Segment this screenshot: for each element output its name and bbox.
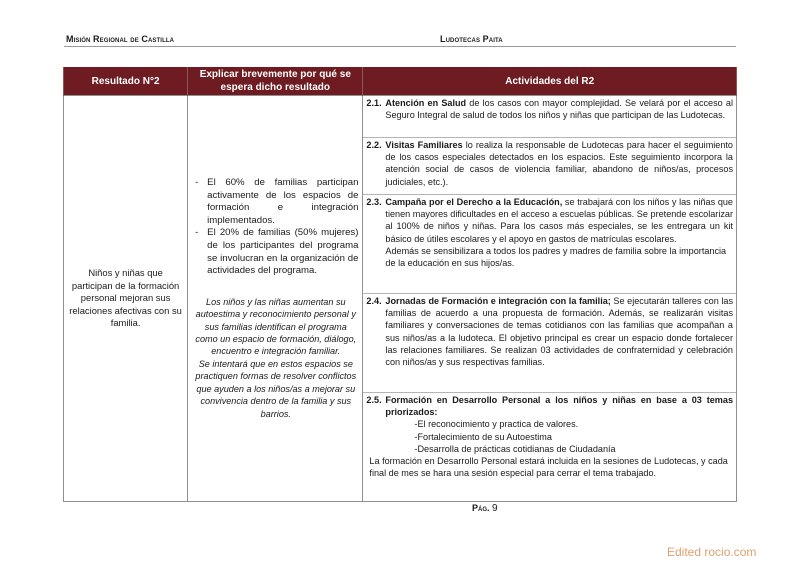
activity-title: Visitas Familiares bbox=[385, 140, 463, 150]
column-header-result: Resultado N°2 bbox=[64, 67, 188, 96]
indicator-item: - El 60% de familias participan activamente de los espacios de formación e integración implementados. bbox=[193, 177, 358, 227]
activity-number: 2.5. bbox=[366, 395, 382, 405]
activity-number: 2.4. bbox=[366, 296, 382, 306]
activity-number: 2.3. bbox=[366, 197, 382, 207]
activity-text: de los casos con mayor complejidad. Se velará por el acceso al Seguro Integral de salud de todos los niños y niñas que participan de las Ludotecas. bbox=[385, 98, 733, 121]
table-row bbox=[64, 96, 737, 502]
activity-2-3 bbox=[363, 195, 736, 294]
results-table bbox=[63, 67, 737, 502]
activity-2-4 bbox=[363, 294, 736, 393]
page-header bbox=[64, 34, 736, 47]
activity-text: se trabajará con los niños y las niñas que tienen mayores dificultades en el acceso a escuelas públicas. Se pretende escolarizar al 100% de niños y niñas. Para los casos más especiales, se les entregara un kit básico de útiles escolares y el apoyo en gastos de matrículas escolares. bbox=[385, 197, 733, 244]
activity-title: Formación en Desarrollo Personal a los niños y niñas en base a 03 temas priorizados: bbox=[385, 395, 733, 418]
activity-text: lo realiza la responsable de Ludotecas para hacer el seguimiento de los casos especiales detectados en los espacios. Este seguimiento incorpora la atención social de casos de violencia familiar, abandono de niños/as, procesos judiciales, etc.). bbox=[385, 140, 733, 187]
activity-subitem: -Desarrolla de prácticas cotidianas de Ciudadanía bbox=[414, 443, 616, 454]
page-number bbox=[472, 503, 498, 514]
result-cell bbox=[64, 96, 188, 502]
page-number-value: 9 bbox=[492, 503, 498, 514]
expected-outcome-text: Los niños y las niñas aumentan su autoestima y reconocimiento personal y sus familias identifican el programa como un espacio de formación, diálogo, encuentro e integración familiar. bbox=[195, 296, 357, 357]
activity-title: Jornadas de Formación e integración con la familia; bbox=[385, 296, 611, 306]
result-text: Niños y niñas que participan de la formación personal mejoran sus relaciones afectivas con su familia. bbox=[69, 267, 182, 329]
activity-title: Campaña por el Derecho a la Educación, bbox=[385, 197, 563, 207]
indicator-item: - El 20% de familias (50% mujeres) de los participantes del programa se involucran en la organización de actividades del programa. bbox=[193, 227, 358, 277]
conflict-resolution-text: Se intentará que en estos espacios se practiquen formas de resolver conflictos que ayuden a los niños/as a mejorar su convivencia dentro de la familia y sus barrios. bbox=[195, 358, 357, 419]
activity-text: Se ejecutarán talleres con las familias de acuerdo a una propuesta de formación. Además, se realizarán visitas familiares y conversaciones de temas cotidianos con las familias que acompañan a sus niños/as a la ludoteca. El objetivo principal es crear un espacio donde fortalecer las relaciones familiares. Se realizan 03 actividades de confraternidad y celebración con niños/as y sus respectivas familias. bbox=[385, 296, 734, 368]
activities-cell bbox=[363, 96, 737, 502]
activity-subitem: -Fortalecimiento de su Autoestima bbox=[414, 431, 552, 442]
activity-note: La formación en Desarrollo Personal estará incluida en la sesiones de Ludotecas, y cada final de mes se hara una sesión especial para cerrar el tema trabajado. bbox=[369, 456, 728, 479]
activity-number: 2.2. bbox=[366, 140, 382, 150]
table-header-row bbox=[64, 67, 737, 96]
activity-2-2 bbox=[363, 138, 736, 195]
explanation-cell bbox=[188, 96, 363, 502]
activity-extra-text: Además se sensibilizara a todos los padres y madres de familia sobre la importancia de la educación en sus hijos/as. bbox=[385, 245, 727, 269]
indicator-list bbox=[193, 177, 358, 278]
activity-2-1 bbox=[363, 96, 736, 138]
activity-2-5 bbox=[363, 393, 736, 481]
activity-subitem: -El reconocimiento y practica de valores. bbox=[414, 419, 579, 430]
watermark: Edited rocio.com bbox=[667, 545, 757, 559]
activity-number: 2.1. bbox=[366, 98, 382, 108]
page-label: Pág. bbox=[472, 503, 490, 513]
column-header-explanation: Explicar brevemente por qué se espera dicho resultado bbox=[188, 67, 363, 96]
column-header-activities: Actividades del R2 bbox=[363, 67, 737, 96]
project-name: Ludotecas Paita bbox=[440, 34, 503, 44]
organization-name: Misión Regional de Castilla bbox=[66, 34, 175, 44]
activity-title: Atención en Salud bbox=[385, 98, 467, 108]
